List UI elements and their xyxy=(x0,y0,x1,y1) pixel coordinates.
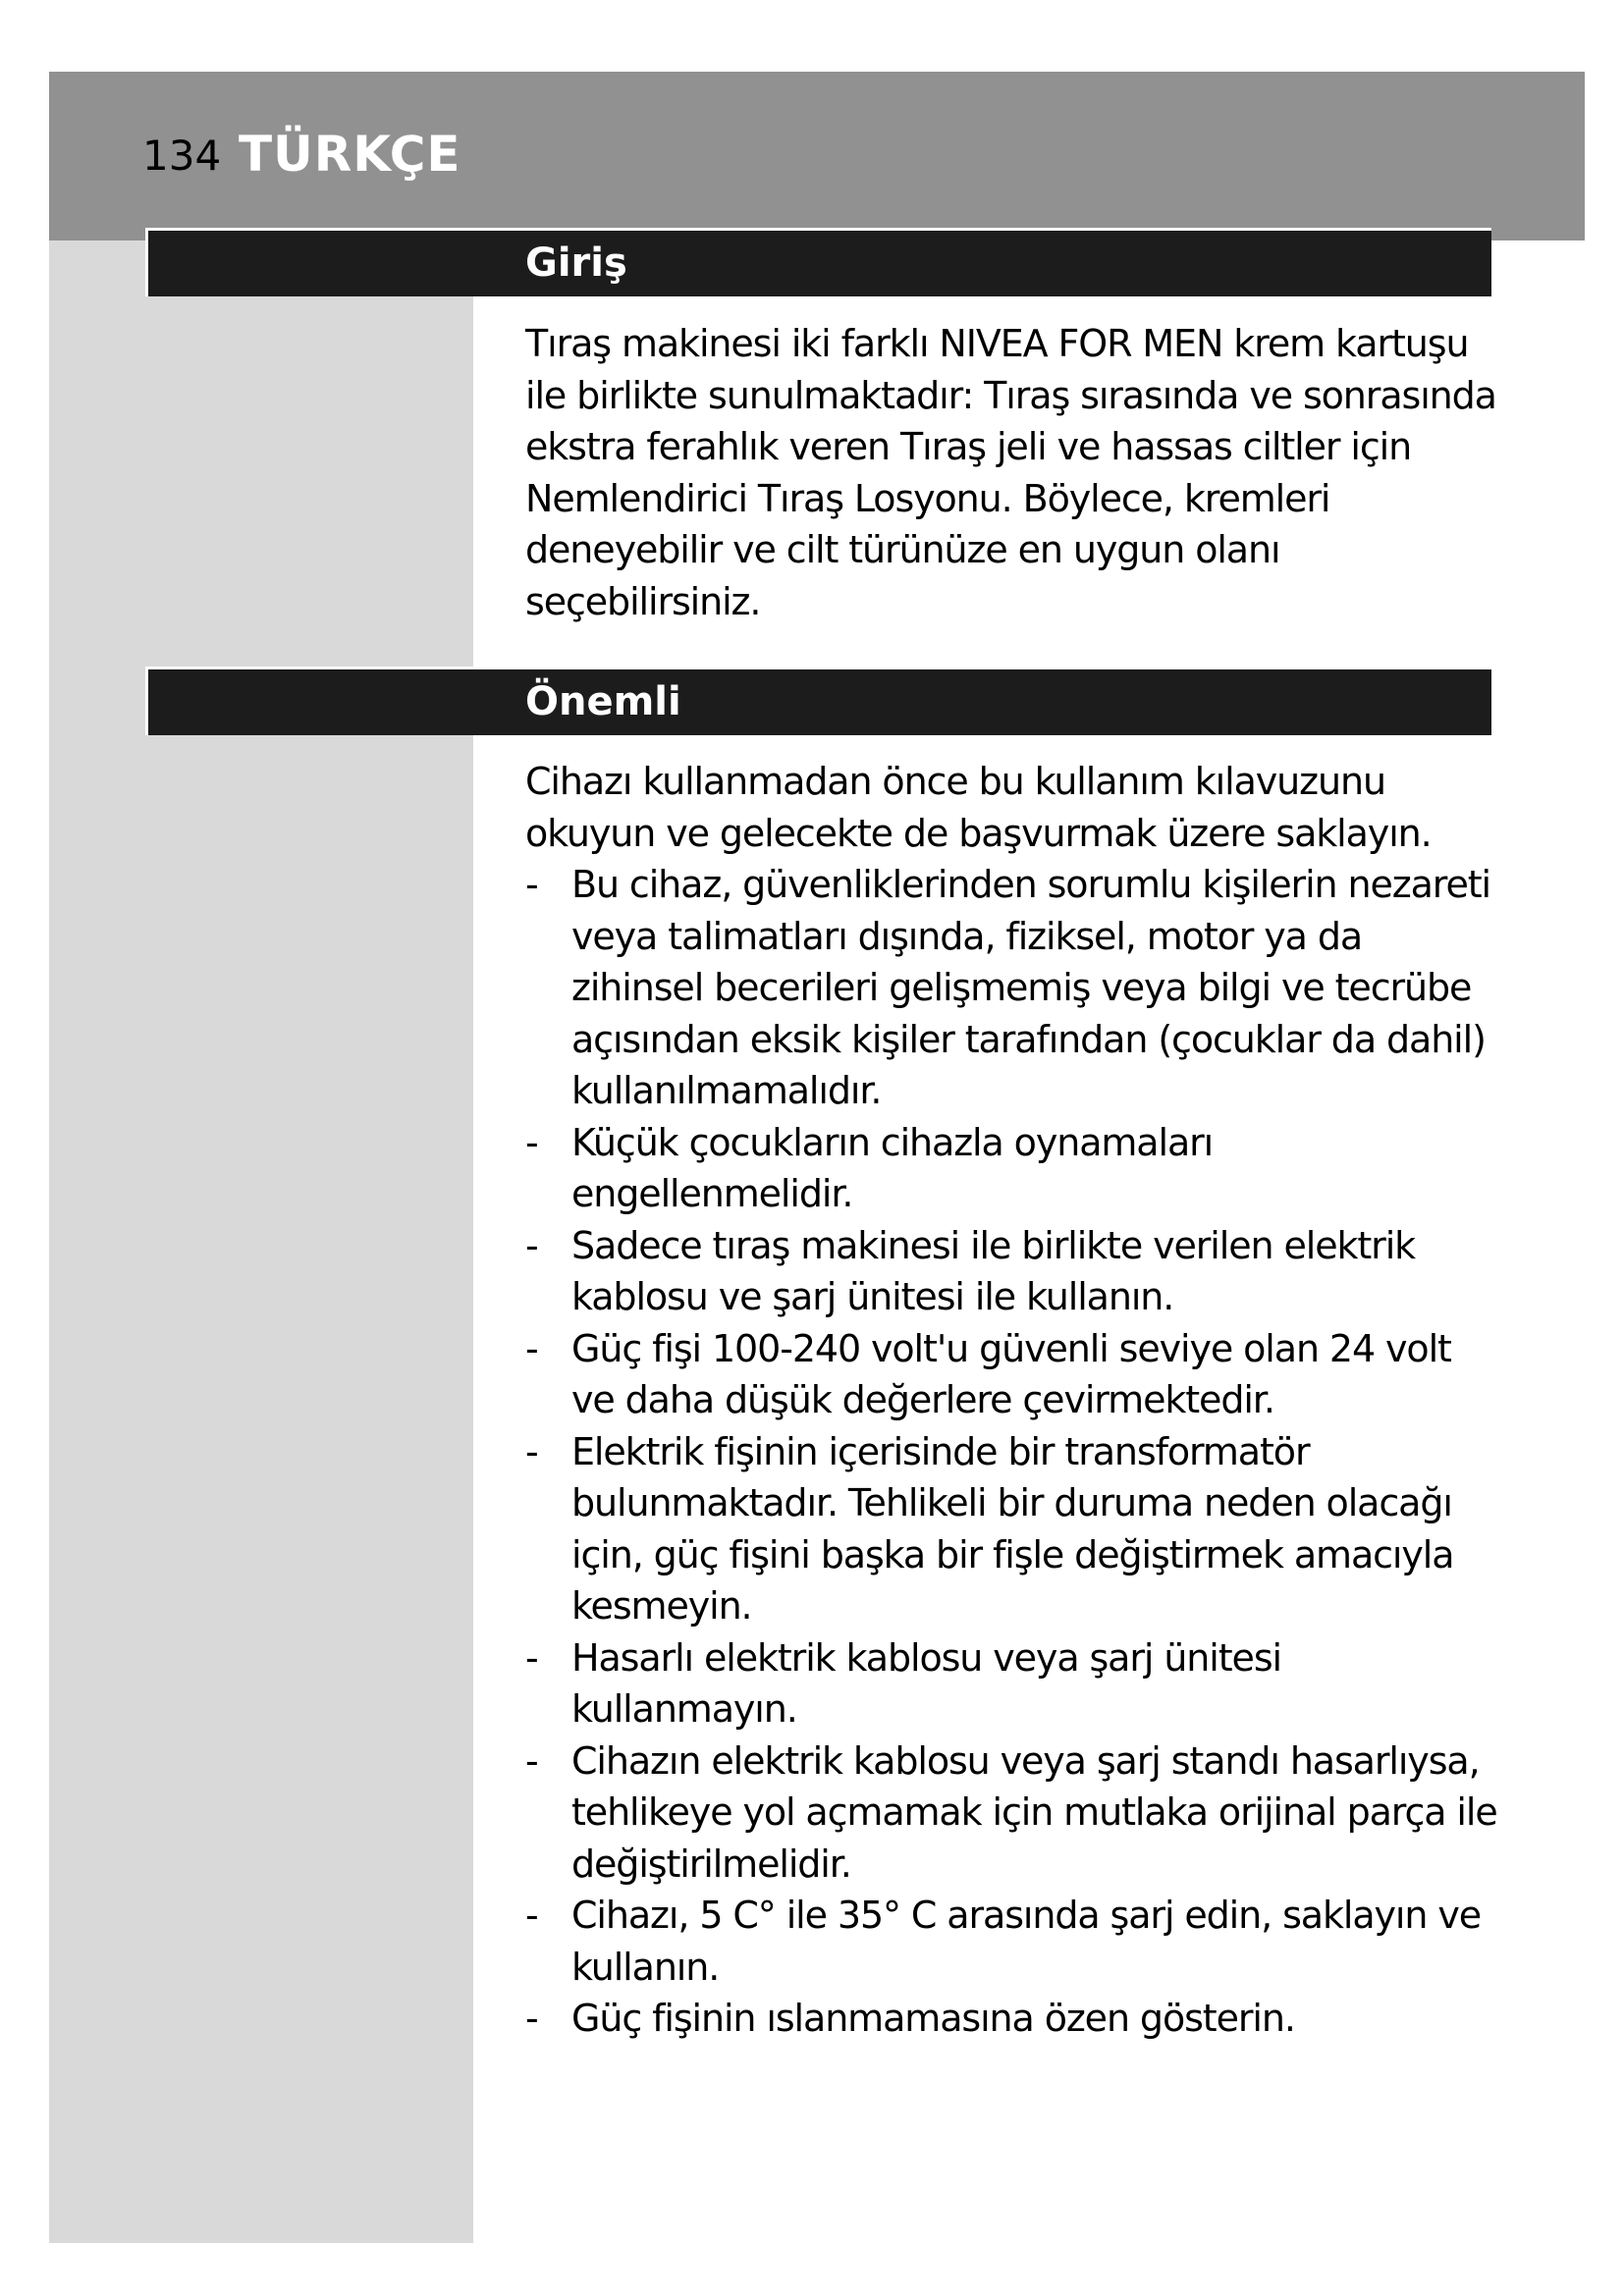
list-item-text: Bu cihaz, güvenliklerinden sorumlu kişilerin nezareti veya talimatları dışında, fiziksel, motor ya da zihinsel becerileri gelişmemiş veya bilgi ve tecrübe açısından eksik kişiler tarafından (çocuklar da dahil) kullanılmamalıdır. xyxy=(571,863,1491,1112)
dash-marker: - xyxy=(525,1429,538,1473)
list-item xyxy=(525,1323,1497,1426)
list-item-text: Cihazın elektrik kablosu veya şarj standı hasarlıysa, tehlikeye yol açmamak için mutlaka orijinal parça ile değiştirilmelidir. xyxy=(571,1738,1497,1886)
list-item-text: Hasarlı elektrik kablosu veya şarj ünitesi kullanmayın. xyxy=(571,1635,1281,1731)
language-title: TÜRKÇE xyxy=(239,126,461,183)
section-bar-important xyxy=(145,667,1491,735)
section-bar-intro xyxy=(145,228,1491,296)
dash-marker: - xyxy=(525,1223,538,1267)
list-item xyxy=(525,1735,1497,1891)
dash-marker: - xyxy=(525,1120,538,1164)
list-item xyxy=(525,1993,1497,2045)
dash-marker: - xyxy=(525,1738,538,1783)
dash-marker: - xyxy=(525,1635,538,1680)
list-item xyxy=(525,859,1497,1117)
dash-marker: - xyxy=(525,1997,538,2040)
list-item-text: Cihazı, 5 C° ile 35° C arasında şarj edin, saklayın ve kullanın. xyxy=(571,1894,1481,1989)
list-item-text: Sadece tıraş makinesi ile birlikte verilen elektrik kablosu ve şarj ünitesi ile kullanın. xyxy=(571,1223,1416,1318)
important-list xyxy=(525,859,1497,2045)
list-item xyxy=(525,1632,1497,1735)
intro-paragraph: Tıraş makinesi iki farklı NIVEA FOR MEN krem kartuşu ile birlikte sunulmaktadır: Tıraş sırasında ve sonrasında ekstra ferahlık veren Tıraş jeli ve hassas ciltler için Nemlendirici Tıraş Losyonu. Böylece, kremleri deneyebilir ve cilt türünüze en uygun olanı seçebilirsiniz. xyxy=(525,322,1496,623)
list-item-text: Elektrik fişinin içerisinde bir transformatör bulunmaktadır. Tehlikeli bir duruma neden olacağı için, güç fişini başka bir fişle değiştirmek amacıyla kesmeyin. xyxy=(571,1429,1454,1628)
list-item xyxy=(525,1426,1497,1632)
section-title-intro: Giriş xyxy=(525,240,627,286)
list-item xyxy=(525,1117,1497,1220)
list-item-text: Küçük çocukların cihazla oynamaları engellenmelidir. xyxy=(571,1120,1214,1215)
left-margin-column xyxy=(49,240,473,2243)
important-paragraph: Cihazı kullanmadan önce bu kullanım kılavuzunu okuyun ve gelecekte de başvurmak üzere saklayın. xyxy=(525,760,1432,855)
page-number: 134 xyxy=(142,132,222,180)
list-item-text: Güç fişi 100-240 volt'u güvenli seviye olan 24 volt ve daha düşük değerlere çevirmektedir. xyxy=(571,1326,1451,1421)
section-title-important: Önemli xyxy=(525,679,681,724)
important-content xyxy=(525,756,1497,2045)
list-item xyxy=(525,1890,1497,1993)
dash-marker: - xyxy=(525,1894,538,1937)
list-item xyxy=(525,1220,1497,1323)
dash-marker: - xyxy=(525,1326,538,1370)
list-item-text: Güç fişinin ıslanmamasına özen gösterin. xyxy=(571,1997,1295,2040)
dash-marker: - xyxy=(525,863,538,906)
